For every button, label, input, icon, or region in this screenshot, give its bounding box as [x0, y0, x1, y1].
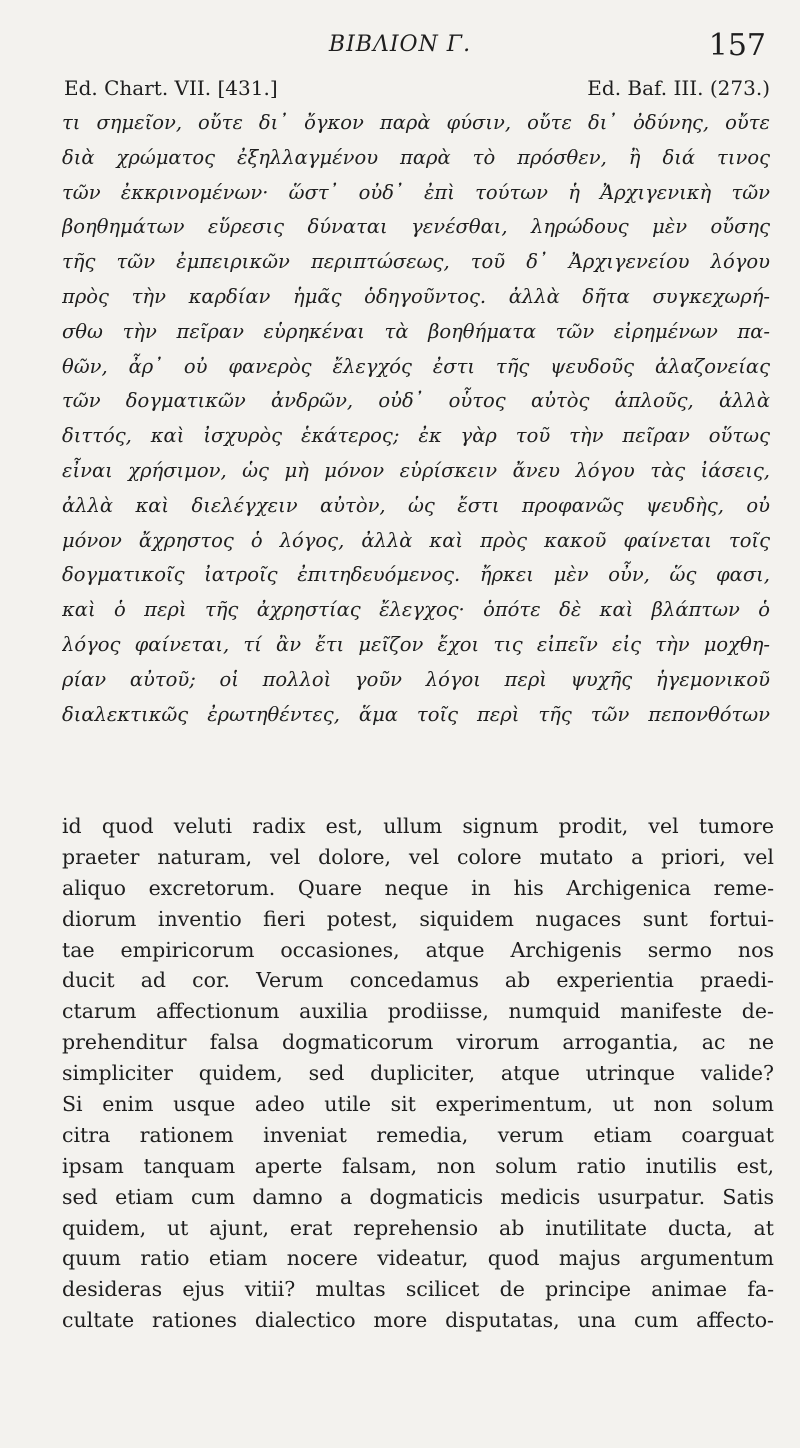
greek-text-line: βοηθημάτων εὕρεσις δύναται γενέσθαι, ληρώδους μὲν οὔσης — [62, 215, 770, 239]
page-number: 157 — [708, 28, 766, 63]
latin-text-line: Si enim usque adeo utile sit experimentum, ut non solum — [62, 1092, 774, 1117]
latin-text-line: sed etiam cum damno a dogmaticis medicis usurpatur. Satis — [62, 1184, 774, 1209]
latin-text-line: aliquo excretorum. Quare neque in his Archigenica reme- — [62, 875, 774, 900]
greek-text-line: διττός, καὶ ἰσχυρὸς ἑκάτερος; ἐκ γὰρ τοῦ τὴν πεῖραν οὕτως — [62, 424, 770, 448]
latin-text-line: ducit ad cor. Verum concedamus ab experientia praedi- — [62, 968, 774, 993]
latin-text-line: cultate rationes dialectico more disputatas, una cum affecto- — [62, 1308, 774, 1333]
greek-text-line: πρὸς τὴν καρδίαν ἡμᾶς ὁδηγοῦντος. ἀλλὰ δῆτα συγκεχωρή- — [62, 284, 770, 308]
latin-text-line: tae empiricorum occasiones, atque Archigenis sermo nos — [62, 937, 774, 962]
latin-text-line: id quod veluti radix est, ullum signum prodit, vel tumore — [62, 814, 774, 838]
latin-text-line: quidem, ut ajunt, erat reprehensio ab inutilitate ducta, at — [62, 1215, 774, 1240]
latin-text-line: simpliciter quidem, sed dupliciter, atque utrinque valide? — [62, 1061, 774, 1086]
greek-text-line: εἶναι χρήσιμον, ὡς μὴ μόνον εὑρίσκειν ἄνευ λόγου τὰς ἰάσεις, — [62, 458, 770, 482]
greek-text-line: θῶν, ἆρ᾽ οὐ φανερὸς ἔλεγχός ἐστι τῆς ψευδοῦς ἀλαζονείας — [62, 354, 770, 378]
edition-reference-basel: Ed. Baf. III. (273.) — [587, 76, 770, 100]
greek-text-line: ρίαν αὐτοῦ; οἱ πολλοὶ γοῦν λόγοι περὶ ψυχῆς ἡγεμονικοῦ — [62, 667, 770, 691]
latin-text-line: prehenditur falsa dogmaticorum virorum arrogantia, ac ne — [62, 1030, 774, 1055]
greek-text-line: λόγος φαίνεται, τί ἂν ἔτι μεῖζον ἔχοι τις εἰπεῖν εἰς τὴν μοχθη- — [62, 632, 770, 656]
edition-references — [64, 76, 770, 104]
greek-text-line: τῆς τῶν ἐμπειρικῶν περιπτώσεως, τοῦ δ᾽ Ἀρχιγενείου λόγου — [62, 250, 770, 274]
latin-text-line: ipsam tanquam aperte falsam, non solum ratio inutilis est, — [62, 1153, 774, 1178]
latin-text-line: praeter naturam, vel dolore, vel colore mutato a priori, vel — [62, 844, 774, 869]
greek-text-block — [62, 106, 770, 732]
latin-text-line: diorum inventio fieri potest, siquidem nugaces sunt fortui- — [62, 906, 774, 931]
latin-text-block — [62, 811, 774, 1336]
greek-text-line: διὰ χρώματος ἐξηλλαγμένου παρὰ τὸ πρόσθεν, ἢ διά τινος — [62, 145, 770, 169]
greek-text-line: τῶν δογματικῶν ἀνδρῶν, οὐδ᾽ οὗτος αὐτὸς ἁπλοῦς, ἀλλὰ — [62, 389, 770, 413]
greek-text-line: τῶν ἐκκρινομένων· ὥστ᾽ οὐδ᾽ ἐπὶ τούτων ἡ Ἀρχιγενικὴ τῶν — [62, 180, 770, 204]
greek-text-line: τι σημεῖον, οὔτε δι᾽ ὄγκον παρὰ φύσιν, οὔτε δι᾽ ὀδύνης, οὔτε — [62, 111, 770, 134]
greek-text-line: δογματικοῖς ἰατροῖς ἐπιτηδευόμενος. ἤρκει μὲν οὖν, ὥς φασι, — [62, 563, 770, 587]
greek-text-line: ἀλλὰ καὶ διελέγχειν αὐτὸν, ὡς ἔστι προφανῶς ψευδὴς, οὐ — [62, 493, 770, 517]
latin-text-line: quum ratio etiam nocere videatur, quod majus argumentum — [62, 1246, 774, 1271]
latin-text-line: citra rationem inveniat remedia, verum etiam coarguat — [62, 1122, 774, 1147]
latin-text-line: desideras ejus vitii? multas scilicet de principe animae fa- — [62, 1277, 774, 1302]
edition-reference-chartier: Ed. Chart. VII. [431.] — [64, 76, 278, 100]
greek-text-line: διαλεκτικῶς ἐρωτηθέντες, ἅμα τοῖς περὶ τῆς τῶν πεπονθότων — [62, 702, 770, 726]
page-header — [0, 30, 800, 62]
greek-text-line: μόνον ἄχρηστος ὁ λόγος, ἀλλὰ καὶ πρὸς κακοῦ φαίνεται τοῖς — [62, 528, 770, 552]
greek-text-line: σθω τὴν πεῖραν εὑρηκέναι τὰ βοηθήματα τῶν εἰρημένων πα- — [62, 319, 770, 343]
latin-text-line: ctarum affectionum auxilia prodiisse, numquid manifeste de- — [62, 999, 774, 1024]
greek-text-line: καὶ ὁ περὶ τῆς ἀχρηστίας ἔλεγχος· ὁπότε δὲ καὶ βλάπτων ὁ — [62, 598, 770, 622]
running-title: ΒΙΒΛΙΟΝ Γ. — [328, 32, 472, 57]
